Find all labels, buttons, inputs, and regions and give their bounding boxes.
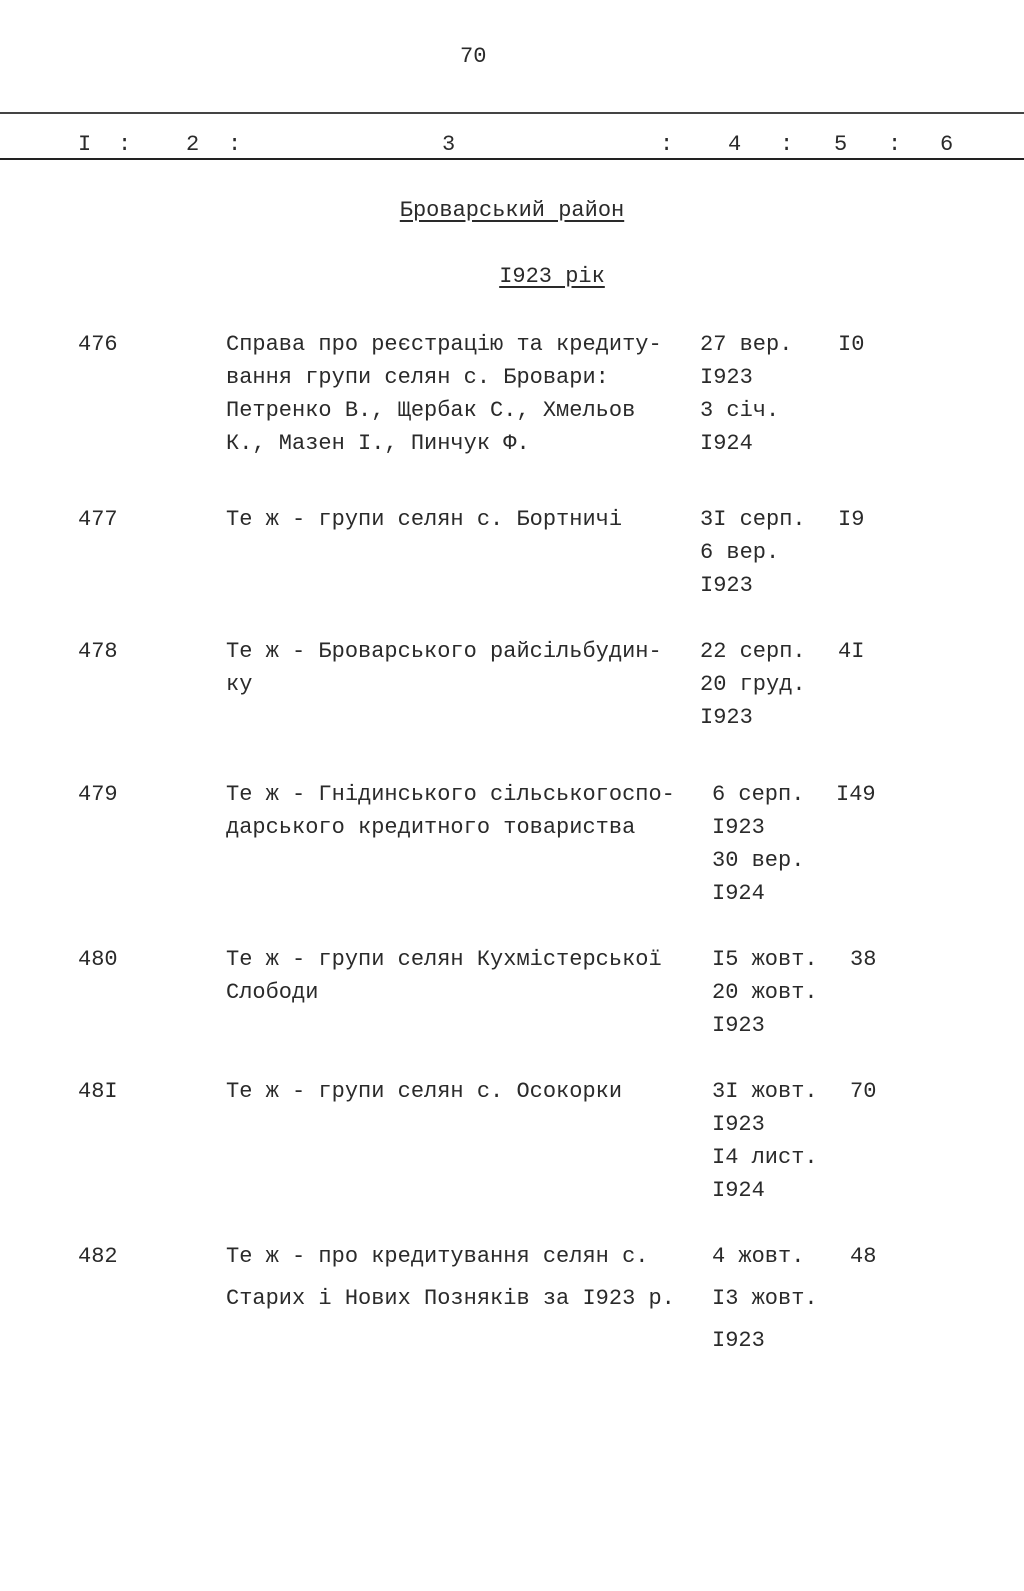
record-description <box>226 328 696 460</box>
record-number: 482 <box>78 1244 118 1269</box>
record-pages: 38 <box>850 947 877 972</box>
record-dates <box>712 943 818 1042</box>
header-rule-top <box>0 112 1024 114</box>
date-line: 20 жовт. <box>712 980 818 1005</box>
description-line: Те ж - групи селян Кухмістерської <box>226 947 662 972</box>
column-separator: : <box>660 132 674 157</box>
record-dates <box>712 778 804 910</box>
date-line: 6 серп. <box>712 782 805 807</box>
record-pages: I9 <box>838 507 865 532</box>
description-line: Справа про реєстрацію та кредиту- <box>226 332 662 357</box>
date-line: I4 лист. <box>712 1145 818 1170</box>
record-pages: 48 <box>850 1244 877 1269</box>
year-text: I923 рік <box>499 264 605 289</box>
description-line: Те ж - Гнідинського сільськогоспо- <box>226 782 675 807</box>
district-heading <box>0 198 1024 223</box>
record-number: 477 <box>78 507 118 532</box>
date-line: I924 <box>712 1178 765 1203</box>
description-line: Те ж - групи селян с. Бортничі <box>226 507 623 532</box>
description-line: Те ж - Броварського райсільбудин- <box>226 639 662 664</box>
record-number: 480 <box>78 947 118 972</box>
description-line: ку <box>226 672 253 697</box>
date-line: I3 жовт. <box>712 1286 818 1311</box>
date-line: 3I жовт. <box>712 1079 818 1104</box>
description-line: Те ж - групи селян с. Осокорки <box>226 1079 623 1104</box>
description-line: дарського кредитного товариства <box>226 815 636 840</box>
date-line: 20 груд. <box>700 672 806 697</box>
date-line: I923 <box>712 1112 765 1137</box>
column-header-3: 3 <box>442 132 456 157</box>
column-separator: : <box>228 132 242 157</box>
record-dates <box>700 328 792 460</box>
record-description <box>226 1075 696 1108</box>
date-line: 22 серп. <box>700 639 806 664</box>
district-text: Броварський район <box>399 198 625 223</box>
date-line: I923 <box>700 573 753 598</box>
date-line: 27 вер. <box>700 332 793 357</box>
record-dates <box>712 1236 818 1362</box>
date-line: 4 жовт. <box>712 1244 805 1269</box>
date-line: 6 вер. <box>700 540 780 565</box>
record-number: 476 <box>78 332 118 357</box>
column-separator: : <box>888 132 902 157</box>
record-number: 48I <box>78 1079 118 1104</box>
date-line: 3I серп. <box>700 507 806 532</box>
column-header-5: 5 <box>834 132 848 157</box>
record-description <box>226 943 696 1009</box>
description-line: вання групи селян с. Бровари: <box>226 365 609 390</box>
date-line: I923 <box>712 1328 765 1353</box>
description-line: Слободи <box>226 980 319 1005</box>
description-line: К., Мазен І., Пинчук Ф. <box>226 431 530 456</box>
record-number: 478 <box>78 639 118 664</box>
column-header-1: I <box>78 132 92 157</box>
year-heading <box>0 264 1024 289</box>
date-line: I5 жовт. <box>712 947 818 972</box>
date-line: 3 січ. <box>700 398 780 423</box>
description-line: Старих і Нових Позняків за I923 р. <box>226 1286 675 1311</box>
description-line: Петренко В., Щербак С., Хмельов <box>226 398 636 423</box>
record-description <box>226 1236 696 1320</box>
date-line: I923 <box>712 1013 765 1038</box>
date-line: I923 <box>712 815 765 840</box>
date-line: I924 <box>712 881 765 906</box>
record-dates <box>712 1075 818 1207</box>
record-dates <box>700 635 806 734</box>
record-description <box>226 778 696 844</box>
date-line: I923 <box>700 365 753 390</box>
column-header-4: 4 <box>728 132 742 157</box>
column-separator: : <box>118 132 132 157</box>
record-dates <box>700 503 806 602</box>
header-rule-bottom <box>0 158 1024 160</box>
date-line: I924 <box>700 431 753 456</box>
column-header-2: 2 <box>186 132 200 157</box>
date-line: 30 вер. <box>712 848 805 873</box>
record-pages: 70 <box>850 1079 877 1104</box>
record-pages: I49 <box>836 782 876 807</box>
description-line: Те ж - про кредитування селян с. <box>226 1244 649 1269</box>
record-description <box>226 503 696 536</box>
record-description <box>226 635 696 701</box>
record-number: 479 <box>78 782 118 807</box>
page-number: 70 <box>460 44 487 69</box>
record-pages: I0 <box>838 332 865 357</box>
record-pages: 4I <box>838 639 865 664</box>
column-separator: : <box>780 132 794 157</box>
date-line: I923 <box>700 705 753 730</box>
column-header-6: 6 <box>940 132 954 157</box>
